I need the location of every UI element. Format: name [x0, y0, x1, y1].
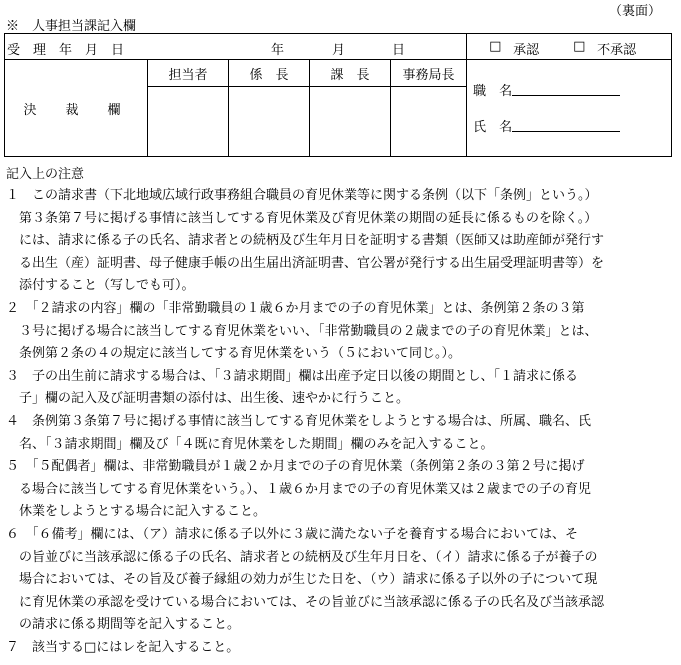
- reverse-side-note: （裏面）: [609, 4, 662, 19]
- receipt-year-label: 年: [271, 43, 285, 58]
- note-line: 子」欄の記入及び証明書類の添付は、出生後、速やかに行うこと。: [6, 391, 410, 407]
- note-line: 条例第２条の４の規定に該当してする育児休業をいう（５において同じ。）。: [6, 346, 462, 362]
- note-line: ３ 子の出生前に請求する場合は、「３請求期間」欄は出産予定日以後の期間とし、「１請求に係る: [6, 368, 579, 384]
- approver-header-row: [5, 60, 672, 87]
- receipt-date-label: 受 理 年 月 日: [7, 43, 125, 58]
- approver-staff-header: 担当者: [148, 60, 229, 87]
- note-line: 添付すること（写しでも可）。: [6, 278, 195, 294]
- approver-section-chief-header: 課 長: [310, 60, 391, 87]
- approve-label: 承認: [513, 43, 540, 58]
- position-line[interactable]: [512, 94, 620, 96]
- reject-checkbox[interactable]: □: [573, 39, 586, 54]
- position-label: 職 名: [473, 84, 513, 99]
- stamp-box-chief[interactable]: [229, 87, 310, 157]
- note-line: ３号に掲げる場合に該当してする育児休業をいい、「非常勤職員の２歳までの子の育児休業」とは、: [6, 323, 598, 339]
- approve-checkbox[interactable]: □: [489, 39, 502, 54]
- note-line: る場合に該当してする育児休業をいう。）、１歳６か月までの子の育児休業又は２歳までの子の育児: [6, 481, 592, 497]
- approver-secretary-general-header: 事務局長: [391, 60, 467, 87]
- section-heading: ※ 人事担当課記入欄: [6, 19, 137, 34]
- approval-cell: [467, 34, 672, 60]
- kessai-label: 決 裁 欄: [23, 102, 129, 118]
- name-line[interactable]: [512, 130, 620, 132]
- stamp-box-secretary-general[interactable]: [391, 87, 467, 157]
- approver-chief-header: 係 長: [229, 60, 310, 87]
- note-line: ６ 「６備考」欄には、（ア）請求に係る子以外に３歳に満たない子を養育する場合においては、そ: [6, 527, 579, 542]
- receipt-day-label: 日: [392, 43, 406, 58]
- hr-entry-table: [4, 33, 672, 157]
- receipt-month-label: 月: [332, 43, 346, 58]
- signature-cell: [467, 60, 672, 157]
- notes-title: 記入上の注意: [6, 167, 85, 182]
- note-line: ４ 条例第３条第７号に掲げる事情に該当してする育児休業をしようとする場合は、所属、職名、氏: [6, 414, 592, 429]
- note-line: の請求に係る期間等を記入すること。: [6, 617, 241, 633]
- note-line: には、請求に係る子の氏名、請求者との続柄及び生年月日を証明する書類（医師又は助産師が発行す: [6, 233, 605, 249]
- note-line: １ この請求書（下北地域広域行政事務組合職員の育児休業等に関する条例（以下「条例」という。）: [6, 188, 598, 203]
- name-label: 氏 名: [473, 120, 513, 135]
- note-line: 第３条第７号に掲げる事情に該当してする育児休業及び育児休業の期間の延長に係るものを除く。）: [6, 210, 598, 226]
- note-line: 場合においては、その旨及び養子縁組の効力が生じた日を、（ウ）請求に係る子以外の子について現: [6, 572, 598, 588]
- note-line: 名、「３請求期間」欄及び「４既に育児休業をした期間」欄のみを記入すること。: [6, 436, 494, 452]
- kessai-label-cell: [5, 60, 148, 157]
- note-line: 休業をしようとする場合に記入すること。: [6, 504, 267, 520]
- stamp-box-section-chief[interactable]: [310, 87, 391, 157]
- note-line: ２ 「２請求の内容」欄の「非常勤職員の１歳６か月までの子の育児休業」とは、条例第２条の３第: [6, 301, 585, 316]
- note-line: の旨並びに当該承認に係る子の氏名、請求者との続柄及び生年月日を、（イ）請求に係る子が養子の: [6, 549, 598, 565]
- receipt-row: [5, 34, 672, 60]
- note-line: に育児休業の承認を受けている場合においては、その旨並びに当該承認に係る子の氏名及び当該承認: [6, 594, 605, 610]
- note-line: る出生（産）証明書、母子健康手帳の出生届出済証明書、官公署が発行する出生届受理証明書等）を: [6, 255, 605, 271]
- receipt-date-cell[interactable]: [5, 34, 467, 60]
- reject-label: 不承認: [597, 43, 637, 58]
- stamp-box-staff[interactable]: [148, 87, 229, 157]
- note-line: ５ 「５配偶者」欄は、非常勤職員が１歳２か月までの子の育児休業（条例第２条の３第２号に掲げ: [6, 459, 585, 475]
- note-line: ７ 該当する□にはレを記入すること。: [6, 640, 240, 655]
